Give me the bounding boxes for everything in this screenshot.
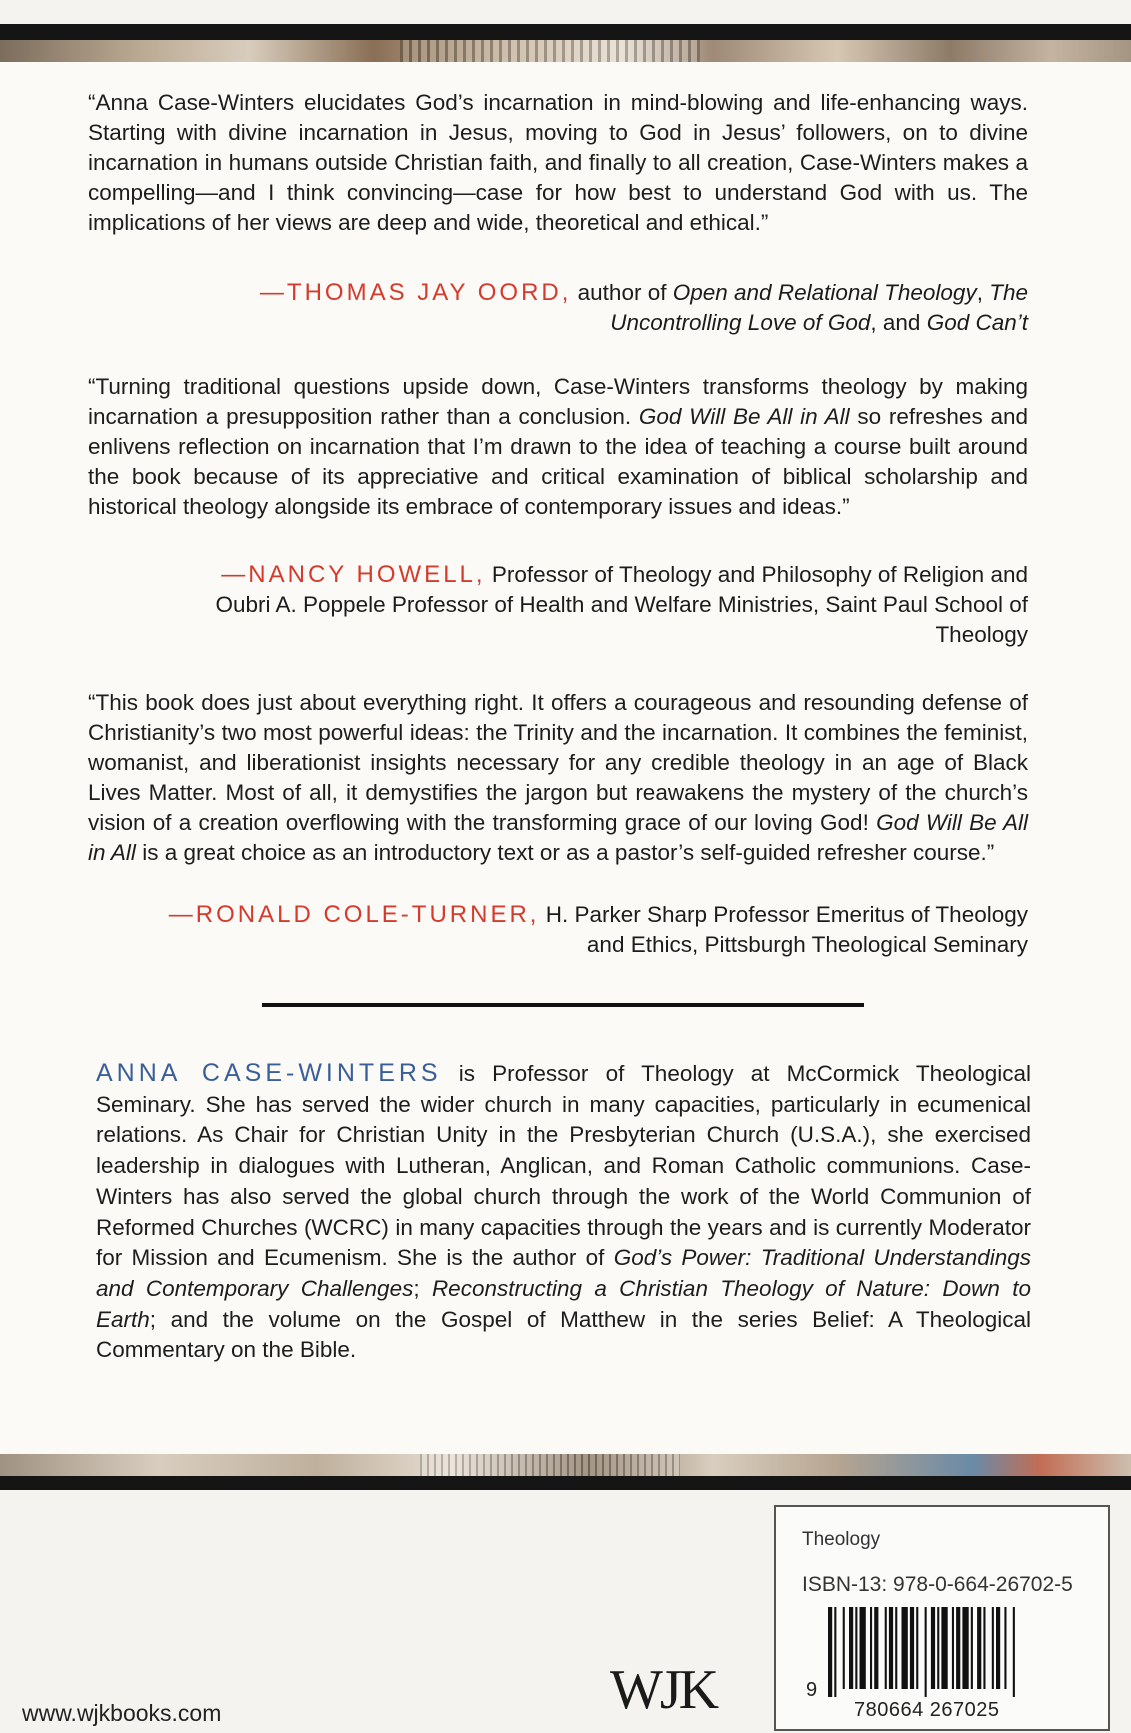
bottom-collage-strip: [0, 1454, 1131, 1476]
author-bio: ANNA CASE-WINTERS is Professor of Theology at McCormick Theological Seminary. She has served the wider church in many capacities, particularly in ecumenical relations. As Chair for Christian Unity in the Presbyterian Church (U.S.A.), she exercised leadership in dialogues with Lutheran, Anglican, and Roman Catholic communions. Case-Winters has also served the global church through the work of the World Communion of Reformed Churches (WCRC) in many capacities through the years and is currently Moderator for Mission and Ecumenism. She is the author of God’s Power: Traditional Understandings and Contemporary Challenges; Reconstructing a Christian Theology of Nature: Down to Earth; and the volume on the Gospel of Matthew in the series Belief: A Theological Commentary on the Bible.: [96, 1059, 1031, 1363]
publisher-website-link[interactable]: www.wjkbooks.com: [22, 1700, 222, 1726]
isbn-barcode-box: [774, 1505, 1110, 1731]
author-name: ANNA CASE-WINTERS: [96, 1059, 442, 1087]
endorsement-quote-1: [88, 88, 1028, 238]
book-title: Open and Relational Theology: [672, 280, 977, 305]
bottom-decorative-band: [0, 1454, 1131, 1494]
book-title: God’s Power: Traditional Understandings and Contemporary Challenges: [96, 1245, 1031, 1301]
publisher-logo: WJK: [610, 1659, 717, 1721]
top-collage-strip: [0, 40, 1131, 62]
top-decorative-band: [0, 0, 1131, 64]
barcode-digits: 780664 267025: [851, 1699, 1003, 1722]
isbn-number: ISBN-13: 978-0-664-26702-5: [802, 1573, 1073, 1596]
book-title: God Will Be All in All: [638, 404, 850, 429]
category-label: Theology: [802, 1529, 881, 1550]
book-title: Reconstructing a Christian Theology of Nature: Down to Earth: [96, 1275, 1031, 1332]
section-divider: [262, 1003, 864, 1007]
quote-1-text: “Anna Case-Winters elucidates God’s incarnation in mind-blowing and life-enhancing ways. Starting with divine incarnation in Jesus, moving to God in Jesus’ followers, on to divine incarnation in humans outside Christian faith, and finally to all creation, Case-Winters makes a compelling—and I think convincing—case for how best to understand God with us. The implications of her views are deep and wide, theoretical and ethical.”: [88, 90, 1028, 235]
bottom-black-stripe: [0, 1476, 1131, 1490]
barcode-prefix-digit: 9: [806, 1679, 818, 1701]
endorsement-attribution-1: —THOMAS JAY OORD, author of Open and Relational Theology, The Uncontrolling Love of God, and God Can’t: [259, 279, 1028, 335]
book-title: God Can’t: [926, 310, 1028, 335]
endorsement-attribution-3: —RONALD COLE-TURNER, H. Parker Sharp Professor Emeritus of Theology and Ethics, Pittsburgh Theological Seminary: [168, 901, 1028, 957]
book-title: The Uncontrolling Love of God: [610, 280, 1028, 335]
endorsement-attribution-2: —NANCY HOWELL, Professor of Theology and Philosophy of Religion and Oubri A. Poppele Professor of Health and Welfare Ministries, Saint Paul School of Theology: [215, 561, 1028, 647]
book-title: God Will Be All in All: [88, 810, 1028, 865]
top-black-stripe: [0, 24, 1131, 40]
endorser-name-2: —NANCY HOWELL,: [221, 561, 486, 588]
barcode-icon: [828, 1607, 1082, 1697]
endorser-name-1: —THOMAS JAY OORD,: [259, 279, 572, 306]
endorsement-quote-2: “Turning traditional questions upside down, Case-Winters transforms theology by making incarnation a presupposition rather than a conclusion. God Will Be All in All so refreshes and enlivens reflection on incarnation that I’m drawn to the idea of teaching a course built around the book because of its appreciative and critical examination of biblical scholarship and historical theology alongside its embrace of contemporary issues and ideas.”: [88, 374, 1028, 519]
endorsement-quote-3: “This book does just about everything right. It offers a courageous and resounding defense of Christianity’s two most powerful ideas: the Trinity and the incarnation. It combines the feminist, womanist, and liberationist insights necessary for any credible theology in an age of Black Lives Matter. Most of all, it demystifies the jargon but reawakens the mystery of the church’s vision of a creation overflowing with the transforming grace of our loving God! God Will Be All in All is a great choice as an introductory text or as a pastor’s self-guided refresher course.”: [88, 690, 1028, 865]
endorser-name-3: —RONALD COLE-TURNER,: [168, 901, 540, 928]
